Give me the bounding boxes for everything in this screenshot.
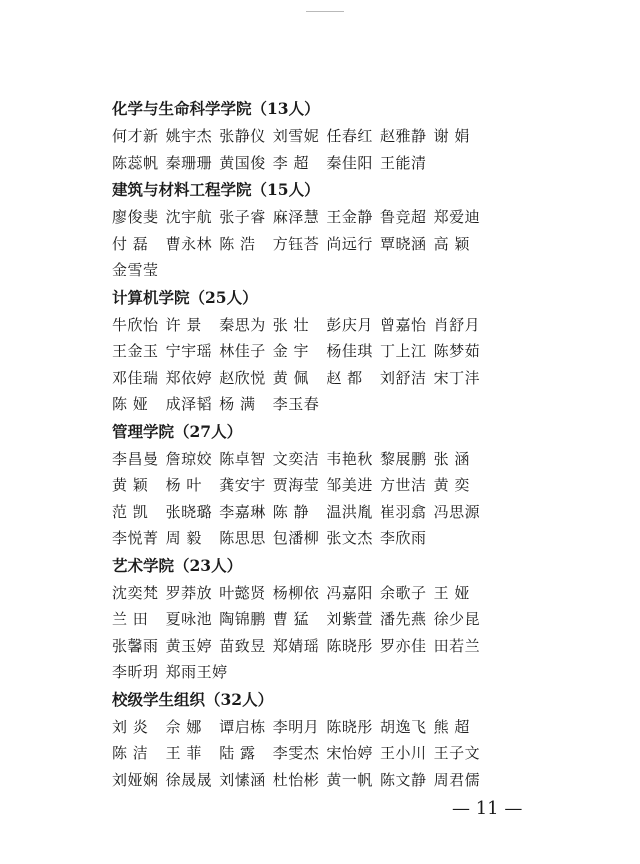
person-name: 丁上江 xyxy=(379,342,427,360)
section-count: （25人） xyxy=(189,287,258,307)
person-name: 林佳子 xyxy=(219,342,266,360)
person-name: 邹美进 xyxy=(326,476,373,494)
person-name: 叶懿贤 xyxy=(219,583,266,602)
section-title: 校级学生组织 xyxy=(112,689,206,709)
person-name: 龚安宇 xyxy=(219,476,266,494)
person-name: 潘先燕 xyxy=(379,610,427,628)
section-title: 计算机学院 xyxy=(112,287,190,307)
person-name: 刘愫涵 xyxy=(219,770,266,789)
person-name: 陈晓彤 xyxy=(326,636,373,655)
section-heading xyxy=(112,284,582,312)
person-name: 郑依婷 xyxy=(165,368,213,387)
person-name: 方世洁 xyxy=(379,476,427,494)
person-name: 黄国俊 xyxy=(219,153,266,172)
person-name: 张 涵 xyxy=(433,449,470,468)
person-name: 刘娅娴 xyxy=(112,770,159,789)
name-grid xyxy=(112,312,582,418)
person-name: 冯嘉阳 xyxy=(326,583,373,602)
section xyxy=(112,176,582,284)
name-grid xyxy=(112,204,582,284)
person-name: 李 超 xyxy=(272,153,310,172)
section xyxy=(112,284,582,418)
person-name: 彭庆月 xyxy=(326,315,373,334)
person-name: 黄 奕 xyxy=(433,476,470,494)
section-heading xyxy=(112,95,582,123)
person-name: 尚远行 xyxy=(326,234,373,253)
person-name: 陈 静 xyxy=(272,502,310,521)
name-grid xyxy=(112,714,582,794)
person-name: 高 颖 xyxy=(433,234,470,253)
name-grid xyxy=(112,580,582,686)
section-count: （32人） xyxy=(205,689,274,709)
person-name: 李欣雨 xyxy=(379,529,427,547)
person-name: 杨柳依 xyxy=(272,583,320,602)
person-name: 王能清 xyxy=(379,153,427,172)
person-name: 邓佳瑞 xyxy=(112,368,159,387)
person-name: 王子文 xyxy=(433,744,481,762)
person-name: 兰 田 xyxy=(112,610,149,628)
person-name: 成泽韬 xyxy=(165,395,213,413)
person-name: 陈蕊帆 xyxy=(112,153,159,172)
person-name: 廖俊斐 xyxy=(112,208,159,226)
section-count: （13人） xyxy=(251,99,320,118)
section xyxy=(112,95,582,176)
person-name: 李悦菁 xyxy=(112,529,159,547)
person-name: 张馨雨 xyxy=(112,636,159,655)
person-name: 熊 超 xyxy=(433,717,470,736)
person-name: 张静仪 xyxy=(219,127,266,145)
person-name: 赵雅静 xyxy=(379,127,427,145)
person-name: 李雯杰 xyxy=(272,744,320,762)
person-name: 崔羽翕 xyxy=(379,502,427,521)
person-name: 贾海莹 xyxy=(272,476,320,494)
name-grid xyxy=(112,123,582,176)
person-name: 沈宇航 xyxy=(165,208,213,226)
section-count: （27人） xyxy=(174,421,243,441)
person-name: 肖舒月 xyxy=(433,315,481,334)
person-name: 牛欣怡 xyxy=(112,315,159,334)
top-margin-mark xyxy=(306,11,344,12)
person-name: 金雪莹 xyxy=(112,261,159,279)
person-name: 王金静 xyxy=(326,208,373,226)
person-name: 陈 浩 xyxy=(219,234,256,253)
section xyxy=(112,418,582,552)
person-name: 陈思思 xyxy=(219,529,266,547)
section-count: （23人） xyxy=(174,555,243,575)
name-grid xyxy=(112,446,582,552)
person-name: 赵 都 xyxy=(326,368,363,387)
person-name: 罗亦佳 xyxy=(379,636,427,655)
person-name: 韦艳秋 xyxy=(326,449,373,468)
person-name: 刘紫萱 xyxy=(326,610,373,628)
person-name: 鲁竞超 xyxy=(379,208,427,226)
person-name: 苗致昱 xyxy=(219,636,266,655)
person-name: 付 磊 xyxy=(112,234,149,253)
person-name: 杨 满 xyxy=(219,395,256,413)
person-name: 陈 娅 xyxy=(112,395,149,413)
person-name: 金 宇 xyxy=(272,342,310,360)
person-name: 冯思源 xyxy=(433,502,481,521)
person-name: 陈晓彤 xyxy=(326,717,373,736)
section-title: 艺术学院 xyxy=(112,555,175,575)
person-name: 张 壮 xyxy=(272,315,310,334)
person-name: 田若兰 xyxy=(433,636,481,655)
person-name: 张文杰 xyxy=(326,529,373,547)
person-name: 沈奕梵 xyxy=(112,583,159,602)
section-heading xyxy=(112,176,582,204)
person-name: 李玉春 xyxy=(272,395,320,413)
person-name: 陈 洁 xyxy=(112,744,149,762)
person-name: 曹永林 xyxy=(165,234,213,253)
name-list xyxy=(112,95,582,793)
person-name: 杨 叶 xyxy=(165,476,202,494)
person-name: 郑爱迪 xyxy=(433,208,481,226)
person-name: 张晓璐 xyxy=(165,502,213,521)
person-name: 李昌曼 xyxy=(112,449,159,468)
person-name: 温洪胤 xyxy=(326,502,373,521)
person-name: 文奕洁 xyxy=(272,449,320,468)
person-name: 佘 娜 xyxy=(165,717,202,736)
person-name: 黄 佩 xyxy=(272,368,310,387)
person-name: 黎展鹏 xyxy=(379,449,427,468)
person-name: 秦佳阳 xyxy=(326,153,373,172)
person-name: 任春红 xyxy=(326,127,373,145)
person-name: 覃晓涵 xyxy=(379,234,427,253)
person-name: 徐少昆 xyxy=(433,610,481,628)
page-number: — 11 — xyxy=(452,798,523,819)
person-name: 刘 炎 xyxy=(112,717,149,736)
person-name: 范 凯 xyxy=(112,502,149,521)
person-name: 李昕玥 xyxy=(112,663,159,681)
person-name: 宁宇瑶 xyxy=(165,342,213,360)
person-name: 杨佳琪 xyxy=(326,342,373,360)
person-name: 谭启栋 xyxy=(219,717,266,736)
person-name: 许 景 xyxy=(165,315,202,334)
person-name: 刘雪妮 xyxy=(272,127,320,145)
person-name: 李嘉琳 xyxy=(219,502,266,521)
person-name: 王小川 xyxy=(379,744,427,762)
section xyxy=(112,686,582,794)
person-name: 王 菲 xyxy=(165,744,202,762)
section-title: 建筑与材料工程学院 xyxy=(112,180,252,199)
person-name: 周 毅 xyxy=(165,529,202,547)
section-heading xyxy=(112,552,582,580)
person-name: 包潘柳 xyxy=(272,529,320,547)
section-heading xyxy=(112,686,582,714)
person-name: 姚宇杰 xyxy=(165,127,213,145)
person-name: 曹 猛 xyxy=(272,610,310,628)
person-name: 詹琼姣 xyxy=(165,449,213,468)
section-title: 化学与生命科学学院 xyxy=(112,99,252,118)
section-count: （15人） xyxy=(251,180,320,199)
person-name: 周君儒 xyxy=(433,770,481,789)
person-name: 黄 颖 xyxy=(112,476,149,494)
person-name: 何才新 xyxy=(112,127,159,145)
person-name: 宋怡婷 xyxy=(326,744,373,762)
section-heading xyxy=(112,418,582,446)
person-name: 方钰荅 xyxy=(272,234,320,253)
person-name: 宋丁沣 xyxy=(433,368,481,387)
section-title: 管理学院 xyxy=(112,421,175,441)
person-name: 郑雨王婷 xyxy=(165,663,228,681)
section xyxy=(112,552,582,686)
person-name: 王金玉 xyxy=(112,342,159,360)
person-name: 郑婧瑶 xyxy=(272,636,320,655)
person-name: 谢 娟 xyxy=(433,127,470,145)
person-name: 黄玉婷 xyxy=(165,636,213,655)
person-name: 罗莽放 xyxy=(165,583,213,602)
person-name: 杜怡彬 xyxy=(272,770,320,789)
person-name: 刘舒洁 xyxy=(379,368,427,387)
person-name: 胡逸飞 xyxy=(379,717,427,736)
person-name: 黄一帆 xyxy=(326,770,373,789)
person-name: 夏咏池 xyxy=(165,610,213,628)
person-name: 陶锦鹏 xyxy=(219,610,266,628)
person-name: 徐晟晟 xyxy=(165,770,213,789)
person-name: 秦思为 xyxy=(219,315,266,334)
person-name: 张子睿 xyxy=(219,208,266,226)
person-name: 曾嘉怡 xyxy=(379,315,427,334)
person-name: 陈卓智 xyxy=(219,449,266,468)
person-name: 陈梦茹 xyxy=(433,342,481,360)
person-name: 赵欣悦 xyxy=(219,368,266,387)
person-name: 麻泽慧 xyxy=(272,208,320,226)
person-name: 余歌子 xyxy=(379,583,427,602)
person-name: 秦珊珊 xyxy=(165,153,213,172)
person-name: 陈文静 xyxy=(379,770,427,789)
person-name: 陆 露 xyxy=(219,744,256,762)
person-name: 王 娅 xyxy=(433,583,470,602)
person-name: 李明月 xyxy=(272,717,320,736)
